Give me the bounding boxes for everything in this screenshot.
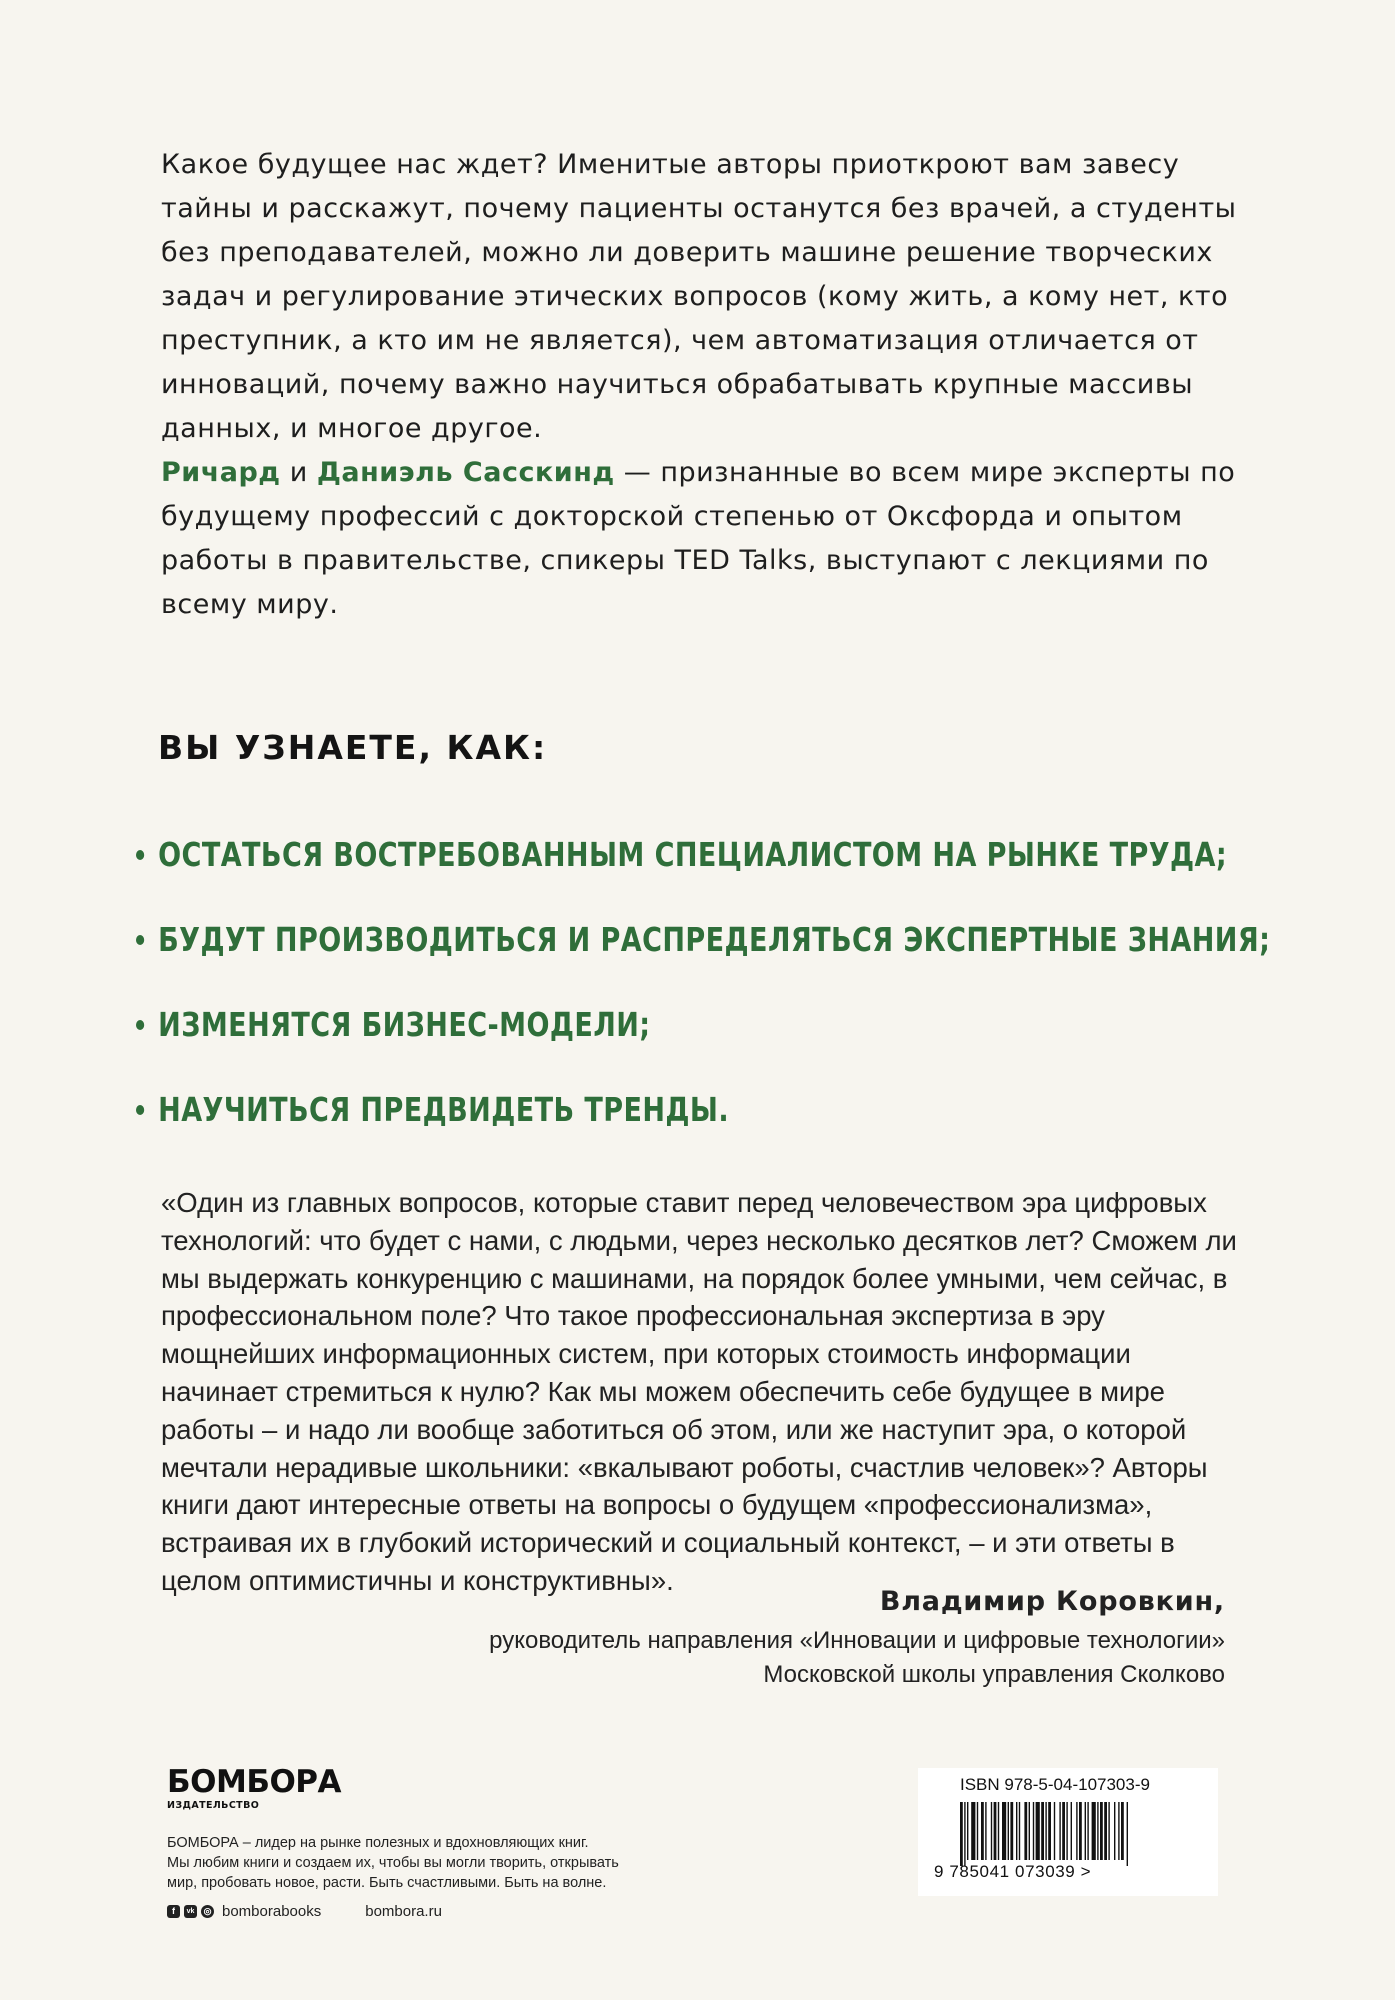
- barcode-bar: [994, 1802, 997, 1860]
- barcode-bar: [971, 1802, 975, 1860]
- reviewer-organization: Московской школы управления Сколково: [763, 1661, 1225, 1688]
- barcode-bar: [985, 1802, 986, 1860]
- barcode-bar: [1010, 1802, 1013, 1860]
- barcode-bar: [1076, 1802, 1077, 1860]
- reviewer-role: руководитель направления «Инновации и цифровые технологии»: [489, 1627, 1225, 1654]
- isbn-barcode-block: [918, 1768, 1218, 1896]
- barcode-bar: [1100, 1802, 1103, 1860]
- barcode-bar: [1127, 1802, 1128, 1866]
- barcode-bar: [1121, 1802, 1124, 1860]
- barcode-bar: [1033, 1802, 1034, 1860]
- list-item: ИЗМЕНЯТСЯ БИЗНЕС-МОДЕЛИ;: [136, 982, 1270, 1067]
- barcode-bar: [1054, 1802, 1055, 1860]
- publisher-logo-subtitle: ИЗДАТЕЛЬСТВО: [167, 1800, 260, 1811]
- social-handle: bomborabooks: [222, 1903, 322, 1920]
- barcode-bar: [1045, 1802, 1046, 1860]
- reviewer-name: Владимир Коровкин,: [879, 1586, 1225, 1617]
- author-name-richard: Ричард: [161, 457, 281, 488]
- authors-paragraph: [161, 451, 1241, 627]
- barcode-bar: [977, 1802, 978, 1860]
- barcode-bar: [1114, 1802, 1115, 1860]
- authors-description: — признанные во всем мире эксперты по будущему профессий с докторской степенью от Оксфорда и опытом работы в правительстве, спикеры TED Talks, выступают с лекциями по всему миру.: [161, 457, 1236, 620]
- bullet-icon: [136, 1020, 144, 1030]
- facebook-icon: f: [167, 1905, 180, 1918]
- list-item: ОСТАТЬСЯ ВОСТРЕБОВАННЫМ СПЕЦИАЛИСТОМ НА РЫНКЕ ТРУДА;: [136, 812, 1270, 897]
- barcode-bar: [981, 1802, 984, 1860]
- bullet-icon: [136, 850, 144, 860]
- bullet-icon: [136, 1105, 144, 1115]
- vk-icon: vk: [184, 1905, 197, 1918]
- barcode-bar: [1059, 1802, 1060, 1860]
- barcode-digits: 9 785041 073039 >: [934, 1862, 1092, 1881]
- barcode-bar: [1024, 1802, 1027, 1860]
- list-item: БУДУТ ПРОИЗВОДИТЬСЯ И РАСПРЕДЕЛЯТЬСЯ ЭКСПЕРТНЫЕ ЗНАНИЯ;: [136, 897, 1270, 982]
- barcode-bar: [1002, 1802, 1006, 1860]
- quote-attribution: [489, 1580, 1225, 1692]
- barcode-bar: [964, 1802, 965, 1866]
- review-quote: «Один из главных вопросов, которые ставит перед человечеством эра цифровых технологий: что будет с нами, с людьми, через несколько десятков лет? Сможем ли мы выдержать конкуренцию с машинами, на порядок более умными, чем сейчас, в профессиональном поле? Что такое профессиональная экспертиза в эру мощнейших информационных систем, при которых стоимость информации начинает стремиться к нулю? Как мы можем обеспечить себе будущее в мире работы – и надо ли вообще заботиться об этом, или же наступит эра, о которой мечтали нерадивые школьники: «вкалывают роботы, счастлив человек»? Авторы книги дают интересные ответы на вопросы о будущем «профессионализма», встраивая их в глубокий исторический и социальный контекст, – и эти ответы в целом оптимистичны и конструктивны».: [161, 1187, 1237, 1596]
- barcode-bar: [1008, 1802, 1009, 1860]
- barcode-bar: [1118, 1802, 1119, 1860]
- intro-paragraph: Какое будущее нас ждет? Именитые авторы приоткроют вам завесу тайны и расскажут, почему пациенты останутся без врачей, а студенты без преподавателей, можно ли доверить машине решение творческих задач и регулирование этических вопросов (кому жить, а кому нет, кто преступник, а кто им не является), чем автоматизация отличается от инноваций, почему важно научиться обрабатывать крупные массивы данных, и многое другое.: [161, 149, 1237, 444]
- barcode-bar: [991, 1802, 992, 1860]
- barcode-bar: [1104, 1802, 1107, 1860]
- barcode-bar: [1087, 1802, 1088, 1860]
- authors-conjunction: и: [280, 457, 317, 488]
- publisher-tagline: БОМБОРА – лидер на рынке полезных и вдохновляющих книг. Мы любим книги и создаем их, чтобы вы могли творить, открывать мир, пробовать новое, расти. Быть счастливыми. Быть на волне.: [167, 1835, 619, 1891]
- publisher-logo: БОМБОРА: [167, 1764, 342, 1800]
- barcode-bar: [1066, 1802, 1067, 1860]
- barcode: [960, 1802, 1180, 1868]
- learn-heading: ВЫ УЗНАЕТЕ, КАК:: [158, 728, 548, 767]
- publisher-website: bombora.ru: [365, 1903, 442, 1920]
- author-name-daniel: Даниэль Сасскинд: [316, 457, 615, 488]
- barcode-bar: [1085, 1802, 1086, 1860]
- barcode-bar: [1079, 1802, 1082, 1860]
- barcode-bar: [1019, 1802, 1020, 1860]
- isbn-number: ISBN 978-5-04-107303-9: [960, 1775, 1150, 1794]
- publisher-block: [167, 1766, 687, 1920]
- barcode-bar: [1016, 1802, 1017, 1860]
- barcode-bar: [1097, 1802, 1098, 1860]
- barcode-bar: [1092, 1802, 1096, 1860]
- barcode-bar: [1029, 1802, 1030, 1860]
- learn-list: [136, 812, 1395, 1152]
- barcode-bar: [1036, 1802, 1040, 1860]
- barcode-bar: [1071, 1802, 1072, 1860]
- barcode-bar: [1108, 1802, 1109, 1860]
- barcode-bar: [1062, 1802, 1065, 1860]
- barcode-bar: [998, 1802, 999, 1860]
- social-links: [167, 1903, 687, 1920]
- instagram-icon: ◎: [201, 1905, 214, 1918]
- barcode-bar: [1041, 1802, 1044, 1860]
- barcode-bar: [960, 1802, 963, 1866]
- bullet-icon: [136, 935, 144, 945]
- list-item: НАУЧИТЬСЯ ПРЕДВИДЕТЬ ТРЕНДЫ.: [136, 1067, 1270, 1152]
- barcode-bar: [967, 1802, 968, 1860]
- barcode-bar: [1048, 1802, 1051, 1860]
